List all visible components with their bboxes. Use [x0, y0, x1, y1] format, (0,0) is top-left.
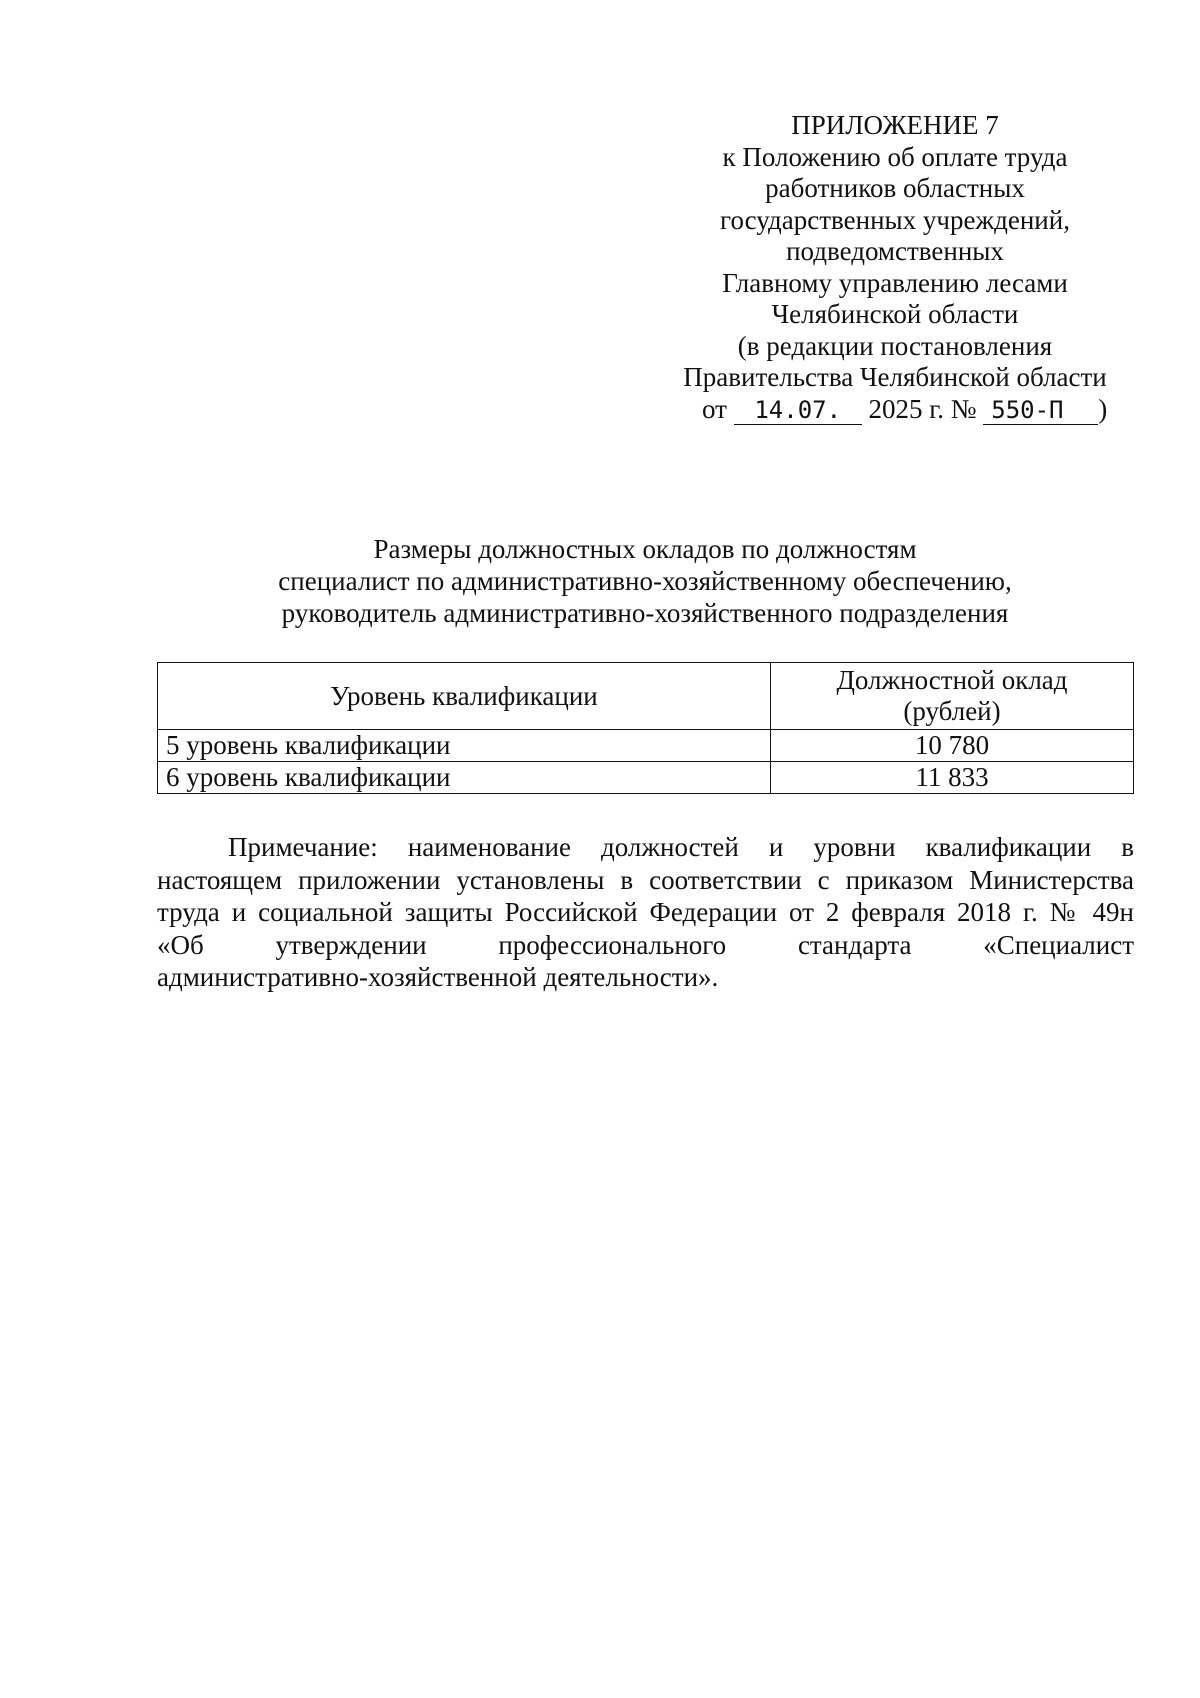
- note-line: настоящем приложении установлены в соответствии с приказом Министерства: [157, 864, 1134, 895]
- appendix-line: к Положению об оплате труда: [722, 141, 1068, 172]
- document-title: [155, 533, 1135, 629]
- appendix-line: подведомственных: [786, 236, 1004, 266]
- note-line: «Об утверждении профессионального стандарта «Специалист: [157, 929, 1134, 960]
- title-line: руководитель административно-хозяйственного подразделения: [281, 598, 1009, 628]
- appendix-header: [660, 110, 1130, 425]
- appendix-line: государственных учреждений,: [720, 204, 1070, 235]
- title-line: Размеры должностных окладов по должностям: [373, 534, 917, 564]
- appendix-title: ПРИЛОЖЕНИЕ 7: [791, 110, 999, 140]
- appendix-line: Челябинской области: [771, 299, 1019, 329]
- appendix-line: работников областных: [765, 173, 1025, 203]
- year-text: 2025 г. №: [868, 393, 977, 424]
- salary-cell: 11 833: [771, 762, 1134, 794]
- resolution-date-field: 14.07.: [734, 397, 862, 425]
- header-salary-line1: Должностной оклад: [836, 665, 1068, 695]
- appendix-line: Главному управлению лесами: [722, 267, 1068, 298]
- note-line: Примечание: наименование должностей и уровни квалификации в: [228, 832, 1134, 862]
- table-row: [158, 762, 1134, 794]
- qualification-level-cell: 6 уровень квалификации: [158, 762, 771, 794]
- appendix-line: Правительства Челябинской области: [683, 362, 1107, 392]
- table-row: [158, 730, 1134, 762]
- note-line: труда и социальной защиты Российской Федерации от 2 февраля 2018 г. № 49н: [157, 897, 1134, 927]
- salary-cell: 10 780: [771, 730, 1134, 762]
- appendix-line: (в редакции постановления: [737, 330, 1053, 361]
- header-salary: [771, 663, 1134, 730]
- date-prefix: от: [702, 393, 727, 424]
- resolution-date-line: [660, 394, 1130, 426]
- salary-table: [157, 662, 1134, 794]
- qualification-level-cell: 5 уровень квалификации: [158, 730, 771, 762]
- header-salary-line2: (рублей): [903, 696, 1001, 726]
- title-line: специалист по административно-хозяйственному обеспечению,: [278, 566, 1012, 596]
- closing-paren: ): [1098, 393, 1108, 424]
- header-qualification-level: Уровень квалификации: [158, 663, 771, 730]
- note-line: административно-хозяйственной деятельности».: [157, 962, 719, 992]
- note-paragraph: [157, 831, 1134, 994]
- resolution-number-field: 550-П: [983, 397, 1098, 425]
- table-header-row: [158, 663, 1134, 730]
